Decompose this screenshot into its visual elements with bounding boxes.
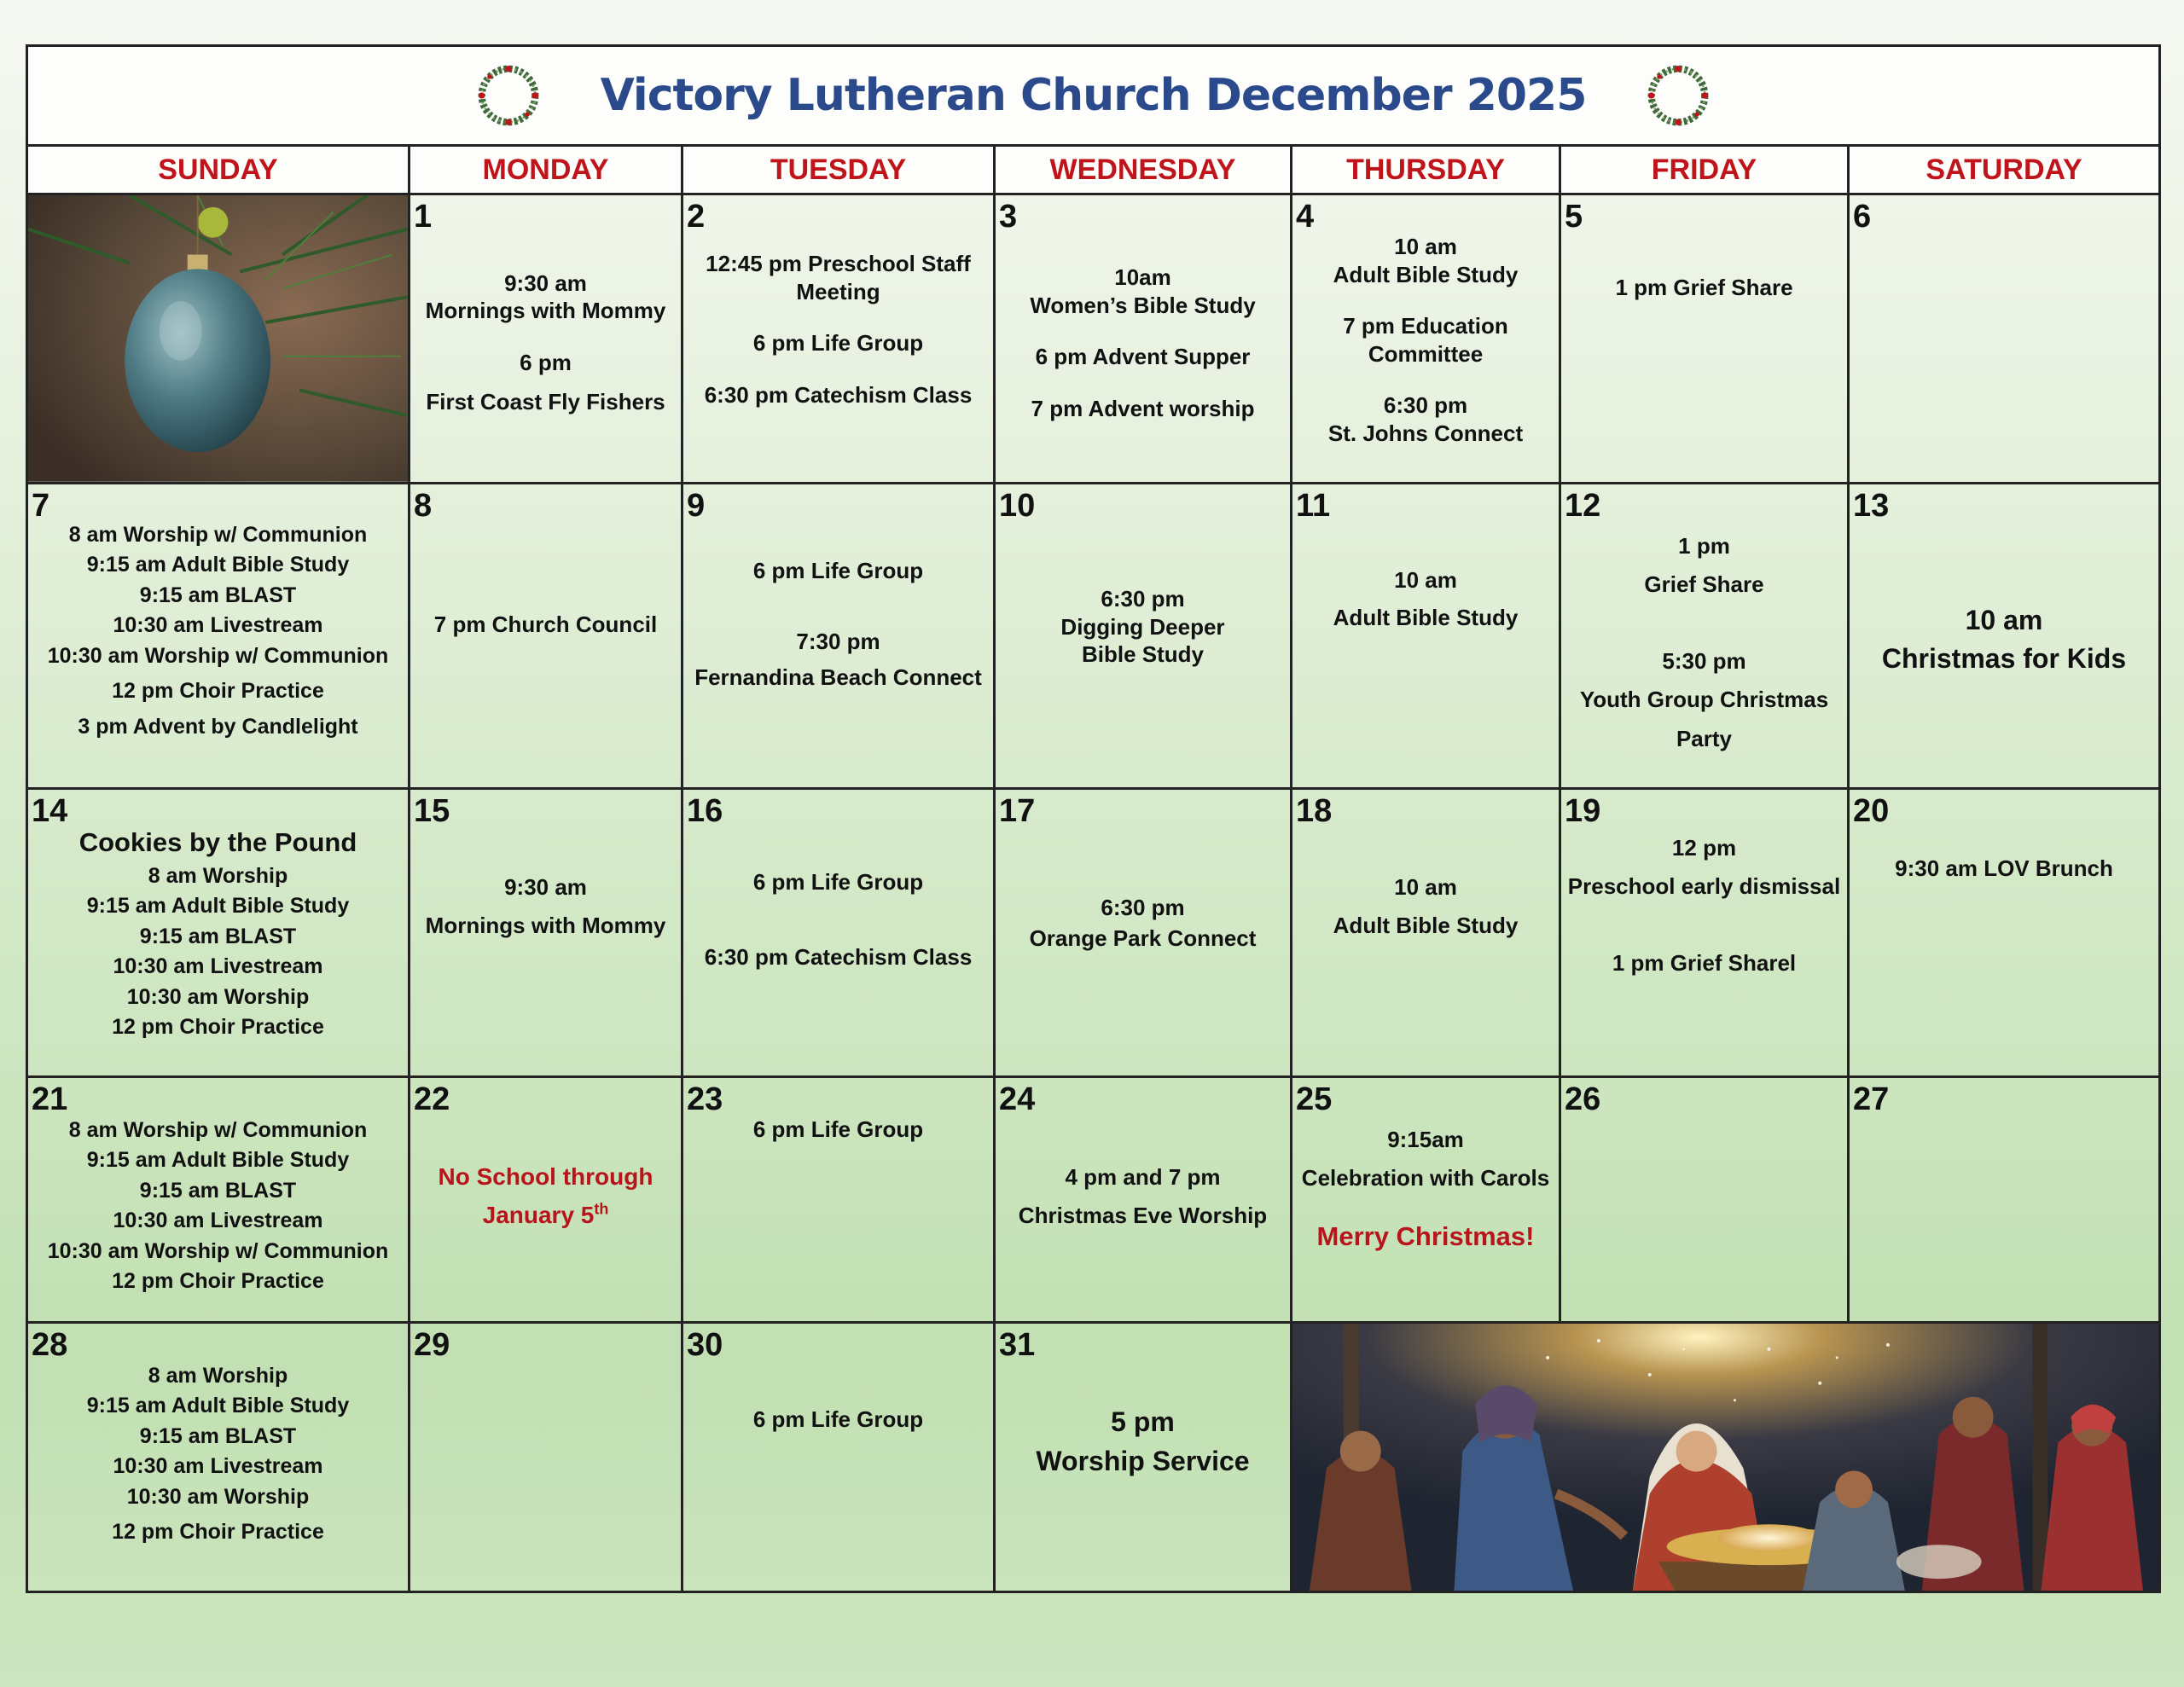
day-number: 6 [1853, 199, 1872, 235]
event-line: Adult Bible Study [1333, 261, 1519, 287]
event-line: Youth Group Christmas [1579, 687, 1829, 713]
event-line: 9:30 am [504, 270, 587, 296]
weekday-header: TUESDAY [682, 146, 995, 194]
day-cell [1292, 788, 1560, 1076]
event-line: 10:30 am Worship w/ Communion [47, 1238, 389, 1263]
event-line: 8 am Worship [148, 863, 288, 888]
event-line: Orange Park Connect [1029, 925, 1257, 952]
day-cell [682, 1076, 995, 1322]
day-cell [27, 483, 410, 788]
event-line: 9:15 am Adult Bible Study [86, 1394, 350, 1418]
day-cell [27, 788, 410, 1076]
weekday-header: FRIDAY [1560, 146, 1849, 194]
day-number: 18 [1296, 792, 1333, 829]
event-line: Celebration with Carols [1301, 1165, 1550, 1191]
event-line: 8 am Worship w/ Communion [68, 522, 368, 547]
day-cell [682, 483, 995, 788]
day-events [410, 1078, 681, 1321]
day-cell [27, 1076, 410, 1322]
day-number: 7 [32, 487, 50, 524]
day-cell [1560, 1076, 1849, 1322]
day-events [1561, 195, 1847, 482]
day-cell [995, 1076, 1292, 1322]
day-number: 27 [1853, 1081, 1890, 1117]
day-events [683, 484, 993, 787]
event-line: 7 pm Church Council [433, 611, 658, 637]
weekday-header: WEDNESDAY [995, 146, 1292, 194]
day-events [410, 484, 681, 787]
day-events [996, 1078, 1290, 1321]
day-events [28, 484, 408, 787]
day-number: 14 [32, 792, 68, 829]
weekday-header: SUNDAY [27, 146, 410, 194]
day-cell [410, 483, 682, 788]
day-number: 31 [999, 1326, 1036, 1363]
event-line: Christmas Eve Worship [1018, 1203, 1268, 1229]
day-cell [1560, 788, 1849, 1076]
weekday-header: MONDAY [410, 146, 682, 194]
event-line: 10:30 am Worship w/ Communion [47, 643, 389, 668]
day-cell [410, 788, 682, 1076]
event-line: 6 pm Life Group [752, 558, 924, 584]
day-cell [995, 483, 1292, 788]
day-cell [27, 1322, 410, 1591]
event-line: 12 pm Choir Practice [112, 1015, 324, 1040]
event-line: St. Johns Connect [1327, 420, 1524, 446]
day-cell [410, 1322, 682, 1591]
event-line: 6 pm Life Group [752, 1116, 924, 1142]
event-line: 10 am [1394, 566, 1457, 593]
event-line: 9:15 am BLAST [139, 1423, 297, 1448]
event-line: 6:30 pm Catechism Class [704, 381, 973, 408]
day-number: 2 [687, 199, 706, 235]
event-line: 12:45 pm Preschool Staff [706, 251, 971, 276]
wreath-icon [1639, 56, 1717, 135]
event-line: 9:15 am Adult Bible Study [86, 553, 350, 577]
event-heading: Cookies by the Pound [78, 826, 357, 857]
event-line: Grief Share [1644, 571, 1764, 598]
event-line: Fernandina Beach Connect [694, 664, 982, 691]
day-number: 22 [414, 1081, 450, 1117]
event-line: 1 pm [1678, 532, 1730, 559]
event-line: 12 pm Choir Practice [112, 1520, 324, 1545]
day-number: 26 [1565, 1081, 1601, 1117]
event-line: Christmas for Kids [1881, 643, 2127, 675]
event-line: 6 pm Life Group [752, 868, 924, 895]
event-line: 6:30 pm [1383, 392, 1468, 418]
day-cell [1292, 1076, 1560, 1322]
event-line: 12 pm [1671, 834, 1737, 861]
day-number: 4 [1296, 199, 1315, 235]
day-number: 17 [999, 792, 1036, 829]
event-line: 10:30 am Livestream [113, 1209, 323, 1233]
title-bar [27, 46, 2160, 146]
day-number: 1 [414, 199, 433, 235]
day-number: 3 [999, 199, 1018, 235]
event-line: 6 pm [520, 349, 572, 375]
event-line: 6:30 pm Catechism Class [704, 944, 973, 971]
wreath-icon [469, 56, 548, 135]
event-line: Mornings with Mommy [425, 913, 666, 939]
day-number: 29 [414, 1326, 450, 1363]
day-number: 23 [687, 1081, 723, 1117]
day-number: 20 [1853, 792, 1890, 829]
event-line: First Coast Fly Fishers [426, 389, 665, 415]
day-cell [995, 788, 1292, 1076]
day-events [1292, 484, 1559, 787]
day-cell [410, 1076, 682, 1322]
event-line: Adult Bible Study [1333, 605, 1519, 631]
day-events [683, 195, 993, 482]
day-number: 21 [32, 1081, 68, 1117]
day-cell [1560, 194, 1849, 484]
event-line: 6 pm Life Group [752, 330, 924, 356]
event-line: 10 am [1965, 605, 2043, 636]
event-line: 10:30 am Livestream [113, 954, 323, 979]
day-cell [410, 194, 682, 484]
event-line: Mornings with Mommy [425, 298, 666, 324]
day-number: 12 [1565, 487, 1601, 524]
event-line: 9:15 am BLAST [139, 924, 297, 948]
event-line: 8 am Worship w/ Communion [68, 1117, 368, 1142]
event-line: 10am [1114, 264, 1171, 290]
day-cell [682, 788, 995, 1076]
event-line: 6:30 pm [1101, 894, 1185, 920]
merry-christmas-text: Merry Christmas! [1316, 1220, 1535, 1251]
event-line: 10:30 am Livestream [113, 1454, 323, 1479]
event-line: 10 am [1394, 873, 1457, 900]
event-line: Committee [1368, 340, 1484, 367]
day-number: 30 [687, 1326, 723, 1363]
day-cell [682, 1322, 995, 1591]
christmas-ornament-image [27, 194, 410, 484]
day-events [410, 195, 681, 482]
event-line: Party [1676, 725, 1733, 751]
event-line: Women’s Bible Study [1030, 292, 1256, 318]
event-line: 10:30 am Worship [126, 984, 310, 1009]
day-cell [995, 194, 1292, 484]
weekday-header: SATURDAY [1849, 146, 2160, 194]
event-line: 6 pm Life Group [752, 1406, 924, 1432]
day-number: 13 [1853, 487, 1890, 524]
event-line: 9:30 am [504, 873, 587, 900]
day-events [996, 790, 1290, 1075]
day-number: 5 [1565, 199, 1583, 235]
day-number: 28 [32, 1326, 68, 1363]
event-line: 10 am [1394, 234, 1457, 259]
day-events [28, 1078, 408, 1321]
day-number: 8 [414, 487, 433, 524]
event-line: 7 pm Advent worship [1031, 395, 1255, 421]
event-line: 8 am Worship [148, 1363, 288, 1388]
event-line: 1 pm Grief Share [1615, 275, 1793, 300]
day-number: 19 [1565, 792, 1601, 829]
weekday-header: THURSDAY [1292, 146, 1560, 194]
event-line: 3 pm Advent by Candlelight [78, 714, 358, 739]
day-events [1292, 1078, 1559, 1321]
day-cell [1849, 788, 2160, 1076]
day-events [1561, 484, 1847, 787]
event-line: 7 pm Education [1343, 313, 1508, 339]
event-line: 9:15 am BLAST [139, 583, 297, 607]
event-line: 9:30 am LOV Brunch [1895, 855, 2113, 881]
event-line: Preschool early dismissal [1567, 873, 1841, 900]
event-line: 6:30 pm [1101, 586, 1185, 612]
event-line: 4 pm and 7 pm [1065, 1163, 1221, 1190]
day-number: 24 [999, 1081, 1036, 1117]
event-line: 5 pm [1111, 1406, 1175, 1437]
nativity-scene-image [1292, 1322, 2160, 1591]
day-events [996, 195, 1290, 482]
day-cell [682, 194, 995, 484]
day-cell [995, 1322, 1292, 1591]
event-line: 7:30 pm [796, 628, 880, 654]
event-line: 10:30 am Livestream [113, 613, 323, 638]
day-cell [1292, 483, 1560, 788]
event-line: 9:15 am Adult Bible Study [86, 1148, 350, 1173]
day-events [1850, 790, 2158, 1075]
day-events [996, 1324, 1290, 1591]
event-line: 12 pm Choir Practice [112, 1269, 324, 1294]
day-events [1292, 790, 1559, 1075]
event-line: Bible Study [1081, 641, 1204, 668]
day-cell [1560, 483, 1849, 788]
event-line: 12 pm Choir Practice [112, 679, 324, 704]
calendar-table [26, 44, 2161, 1593]
event-line: Worship Service [1036, 1446, 1250, 1477]
day-events [1561, 790, 1847, 1075]
day-cell [1292, 194, 1560, 484]
event-line: 5:30 pm [1662, 647, 1746, 674]
event-line: Digging Deeper [1060, 613, 1225, 640]
day-cell [1849, 483, 2160, 788]
day-number: 10 [999, 487, 1036, 524]
event-line: 6 pm Advent Supper [1035, 344, 1251, 369]
day-events [996, 484, 1290, 787]
day-events [410, 790, 681, 1075]
event-line: 1 pm Grief Sharel [1612, 949, 1797, 976]
page-title: Victory Lutheran Church December 2025 [600, 70, 1587, 121]
event-line: 10:30 am Worship [126, 1484, 310, 1509]
no-school-notice-date: January 5th [482, 1200, 609, 1228]
day-number: 25 [1296, 1081, 1333, 1117]
event-line: 9:15am [1387, 1126, 1464, 1152]
day-events [683, 790, 993, 1075]
day-events [1292, 195, 1559, 482]
day-events [683, 1324, 993, 1591]
event-line: 9:15 am Adult Bible Study [86, 894, 350, 919]
day-number: 9 [687, 487, 706, 524]
day-events [28, 790, 408, 1075]
day-events [28, 1324, 408, 1591]
event-line: 9:15 am BLAST [139, 1178, 297, 1203]
day-cell [1849, 194, 2160, 484]
no-school-notice: No School through [438, 1162, 653, 1190]
day-events [1850, 484, 2158, 787]
day-cell [1849, 1076, 2160, 1322]
day-events [683, 1078, 993, 1321]
event-line: Adult Bible Study [1333, 913, 1519, 939]
day-number: 16 [687, 792, 723, 829]
day-number: 11 [1296, 487, 1331, 524]
event-line: Meeting [796, 278, 880, 304]
day-number: 15 [414, 792, 450, 829]
